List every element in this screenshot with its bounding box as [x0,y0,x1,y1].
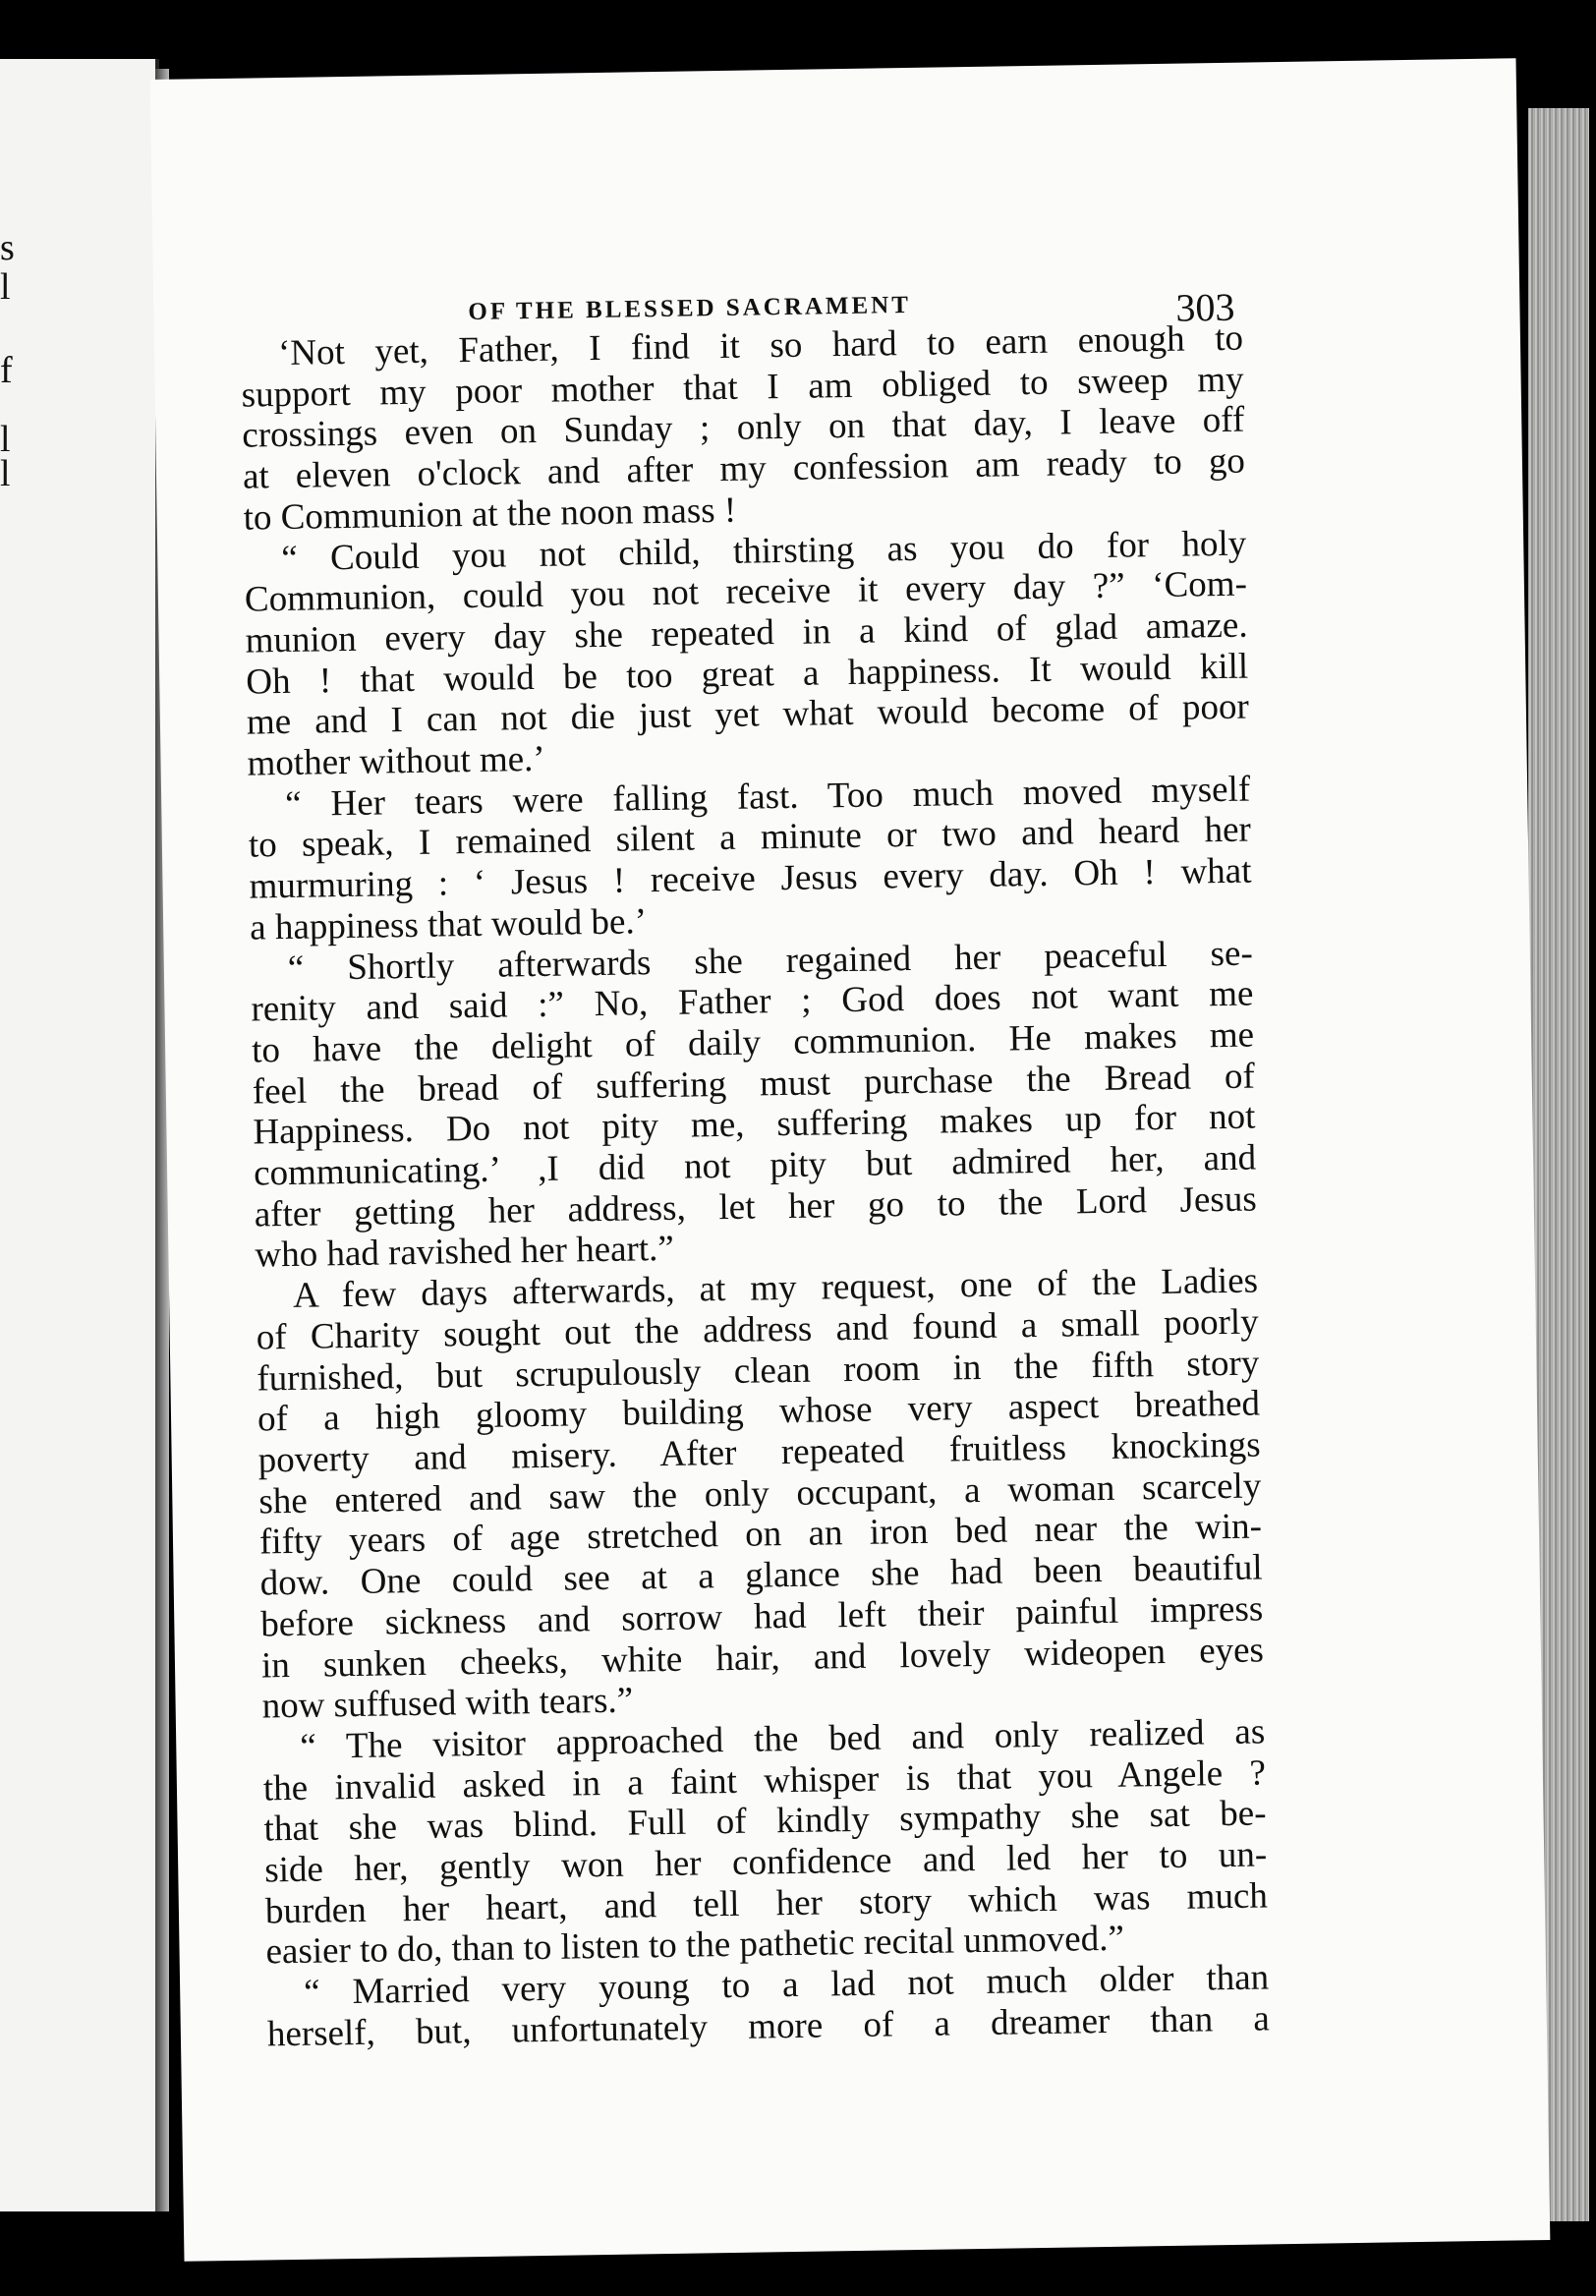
text-line: now suffused with tears.” [261,1680,634,1727]
text-line: the invalid asked in a faint whisper is that you Angele ? [262,1752,1267,1809]
text-line: furnished, but scrupulously clean room in the fifth story [256,1343,1260,1400]
text-line: after getting her address, let her go to the Lord Jesus [254,1178,1257,1235]
text-line: of a high gloomy building whose very aspect breathed [256,1383,1261,1440]
left-page-fragment: l [0,266,11,308]
text-line: of Charity sought out the address and found a small poorly [256,1301,1259,1358]
text-line: dow. One could see at a glance she had been beautiful [259,1547,1263,1604]
text-line: me and I can not die just yet what would become of poor [246,686,1250,743]
page-number: 303 [1175,284,1235,330]
text-line: “ The visitor approached the bed and only realized as [299,1711,1266,1767]
text-line: munion every day she repeated in a kind of glad amaze. [245,604,1248,661]
text-line: communicating.’ ,I did not pity but admired her, and [253,1137,1257,1194]
text-line: feel the bread of suffering must purchase the Bread of [252,1056,1256,1113]
text-line: that she was blind. Full of kindly sympathy she sat be- [263,1793,1267,1850]
text-line: in sunken cheeks, white hair, and lovely wideopen eyes [260,1629,1265,1686]
text-line: mother without me.’ [247,738,546,784]
text-line: easier to do, than to listen to the pathetic recital unmoved.” [265,1919,1125,1973]
text-line: Oh ! that would be too great a happiness. It would kill [245,646,1249,703]
text-line: “ Married very young to a lad not much older than [303,1957,1270,2013]
text-line: before sickness and sorrow had left their painful impress [260,1588,1264,1645]
text-line: Communion, could you not receive it every day ?” ‘Com- [244,563,1248,620]
text-line: a happiness that would be.’ [249,901,648,948]
left-facing-page [0,59,159,2211]
text-line: “ Could you not child, thirsting as you do for holy [280,523,1247,579]
left-page-fragment: l [0,419,11,460]
left-page-fragment: f [0,350,13,391]
text-line: to Communion at the noon mass ! [243,489,737,539]
text-line: fifty years of age stretched on an iron bed near the win- [258,1506,1263,1563]
text-line: “ Her tears were falling fast. Too much moved myself [284,769,1251,825]
body-text [241,318,1270,2055]
text-line: renity and said :” No, Father ; God does not want me [251,973,1254,1030]
text-line: crossings even on Sunday ; only on that day, I leave off [242,400,1245,457]
text-line: “ Shortly afterwards she regained her peaceful se- [287,933,1254,989]
running-head: OF THE BLESSED SACRAMENT [468,291,912,325]
text-line: herself, but, unfortunately more of a dreamer than a [266,1998,1271,2055]
text-line: she entered and saw the only occupant, a woman scarcely [258,1465,1262,1522]
text-line: to speak, I remained silent a minute or two and heard her [248,809,1252,867]
text-line: Happiness. Do not pity me, suffering makes up for not [253,1096,1256,1153]
left-page-fragment: l [0,453,11,494]
text-line: to have the delight of daily communion. He makes me [251,1014,1255,1071]
text-line: poverty and misery. After repeated fruitless knockings [257,1424,1261,1481]
text-line: ‘Not yet, Father, I find it so hard to earn enough to [277,317,1244,374]
text-line: side her, gently won her confidence and led her to un- [263,1834,1268,1891]
text-line: support my poor mother that I am obliged to sweep my [241,359,1244,416]
left-page-fragment: s [0,227,15,268]
text-line: at eleven o'clock and after my confession am ready to go [242,440,1246,497]
text-line: who had ravished her heart.” [255,1229,675,1276]
text-line: murmuring : ‘ Jesus ! receive Jesus every day. Oh ! what [249,850,1252,907]
text-line: burden her heart, and tell her story which was much [264,1875,1269,1932]
text-line: A few days afterwards, at my request, one of the Ladies [292,1260,1259,1317]
book-page [150,58,1551,2262]
